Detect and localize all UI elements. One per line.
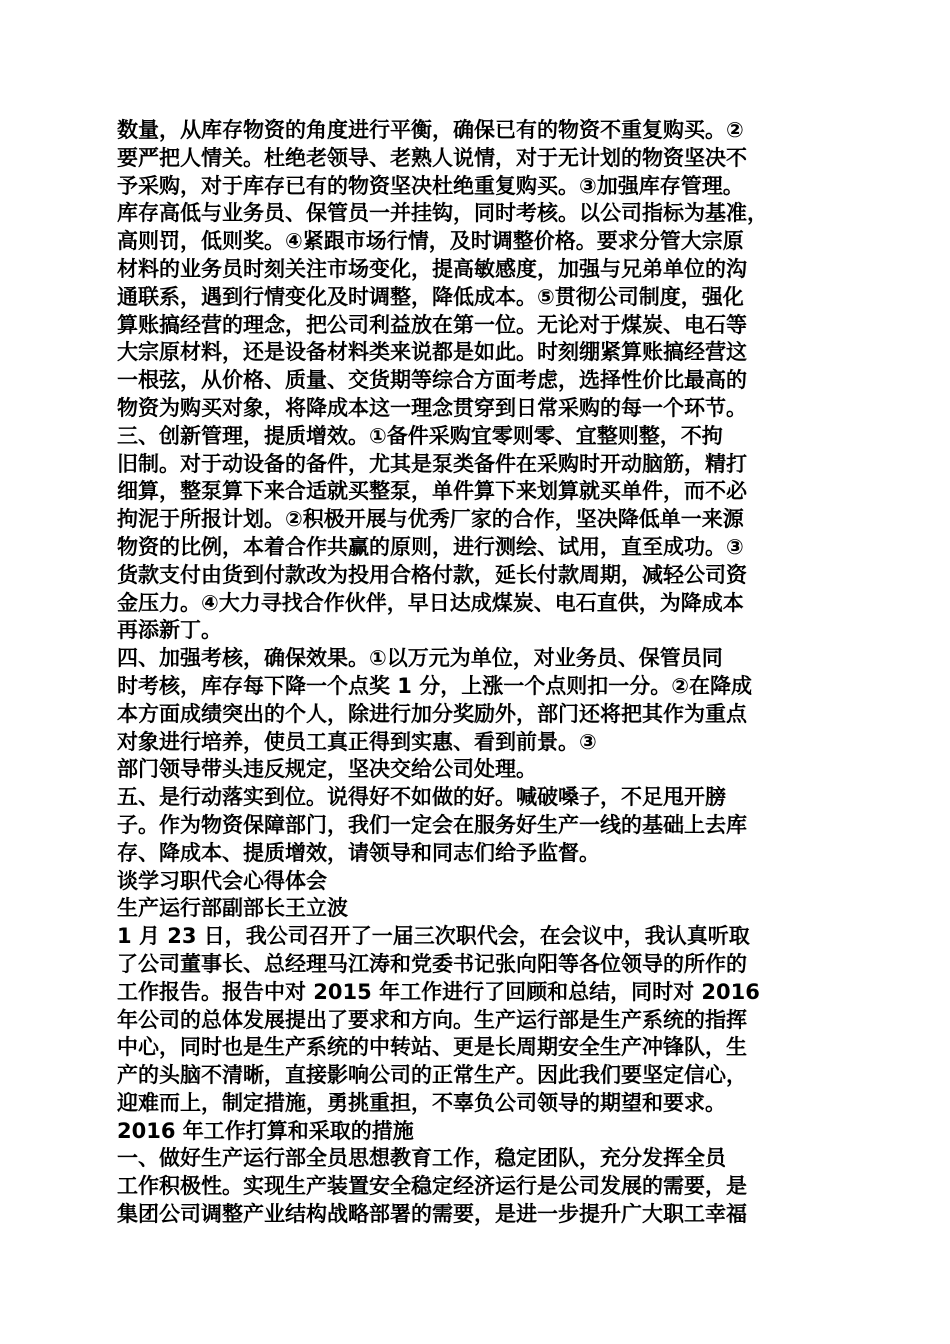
text-line: 年公司的总体发展提出了要求和方向。生产运行部是生产系统的指挥 (117, 1007, 747, 1032)
text-line: 数量，从库存物资的角度进行平衡，确保已有的物资不重复购买。② (117, 118, 744, 142)
text-line: 再添新丁。 (117, 618, 222, 643)
text-line: 物资的比例，本着合作共赢的原则，进行测绘、试用，直至成功。③ (117, 534, 744, 559)
article-author: 生产运行部副部长王立波 (117, 896, 348, 921)
text-line: 产的头脑不清晰，直接影响公司的正常生产。因此我们要坚定信心， (117, 1063, 747, 1088)
subheading-line: 2016 年工作打算和采取的措施 (117, 1118, 414, 1143)
text-line: 予采购，对于库存已有的物资坚决杜绝重复购买。③加强库存管理。 (117, 173, 744, 198)
section-heading-line: 五、是行动落实到位。说得好不如做的好。喊破嗓子，不足甩开膀 (117, 785, 726, 810)
text-line: 存、降成本、提质增效，请领导和同志们给予监督。 (117, 840, 600, 865)
text-line: 货款支付由货到付款改为投用合格付款，延长付款周期，减轻公司资 (117, 562, 747, 587)
text-line: 集团公司调整产业结构战略部署的需要，是进一步提升广大职工幸福 (117, 1202, 747, 1227)
article-title: 谈学习职代会心得体会 (117, 868, 327, 893)
text-line: 金压力。④大力寻找合作伙伴，早日达成煤炭、电石直供，为降成本 (117, 590, 744, 615)
section-heading-line: 一、做好生产运行部全员思想教育工作，稳定团队，充分发挥全员 (117, 1146, 726, 1171)
text-line: 物资为购买对象，将降成本这一理念贯穿到日常采购的每一个环节。 (117, 395, 747, 420)
text-line: 旧制。对于动设备的备件，尤其是泵类备件在采购时开动脑筋，精打 (117, 451, 747, 476)
text-line: 1 月 23 日，我公司召开了一届三次职代会，在会议中，我认真听取 (117, 924, 750, 949)
text-line: 子。作为物资保障部门，我们一定会在服务好生产一线的基础上去库 (117, 812, 747, 837)
text-line: 要严把人情关。杜绝老领导、老熟人说情，对于无计划的物资坚决不 (117, 145, 747, 170)
text-line: 库存高低与业务员、保管员一并挂钩，同时考核。以公司指标为基准， (117, 201, 768, 226)
document-body (117, 117, 847, 1229)
section-heading-line: 四、加强考核，确保效果。①以万元为单位，对业务员、保管员同 (117, 646, 723, 671)
text-line: 中心，同时也是生产系统的中转站、更是长周期安全生产冲锋队，生 (117, 1035, 747, 1060)
text-line: 算账搞经营的理念，把公司利益放在第一位。无论对于煤炭、电石等 (117, 312, 747, 337)
text-line: 高则罚，低则奖。④紧跟市场行情，及时调整价格。要求分管大宗原 (117, 229, 744, 254)
text-line: 迎难而上，制定措施，勇挑重担，不辜负公司领导的期望和要求。 (117, 1090, 726, 1115)
text-line: 本方面成绩突出的个人，除进行加分奖励外，部门还将把其作为重点 (117, 701, 747, 726)
text-line: 拘泥于所报计划。②积极开展与优秀厂家的合作，坚决降低单一来源 (117, 507, 744, 532)
text-line: 工作积极性。实现生产装置安全稳定经济运行是公司发展的需要，是 (117, 1174, 747, 1199)
section-heading-line: 三、创新管理，提质增效。①备件采购宜零则零、宜整则整，不拘 (117, 423, 723, 448)
text-line: 部门领导带头违反规定，坚决交给公司处理。 (117, 757, 537, 782)
text-line: 了公司董事长、总经理马江涛和党委书记张向阳等各位领导的所作的 (117, 951, 747, 976)
text-line: 大宗原材料，还是设备材料类来说都是如此。时刻绷紧算账搞经营这 (117, 340, 747, 365)
text-line: 细算，整泵算下来合适就买整泵，单件算下来划算就买单件，而不必 (117, 479, 747, 504)
text-line: 一根弦，从价格、质量、交货期等综合方面考虑，选择性价比最高的 (117, 368, 747, 393)
text-line: 工作报告。报告中对 2015 年工作进行了回顾和总结，同时对 2016 (117, 979, 760, 1004)
text-line: 材料的业务员时刻关注市场变化，提高敏感度，加强与兄弟单位的沟 (117, 256, 747, 281)
text-line: 对象进行培养，使员工真正得到实惠、看到前景。③ (117, 729, 597, 754)
text-line: 通联系，遇到行情变化及时调整，降低成本。⑤贯彻公司制度，强化 (117, 284, 744, 309)
text-line: 时考核，库存每下降一个点奖 1 分，上涨一个点则扣一分。②在降成 (117, 673, 753, 698)
